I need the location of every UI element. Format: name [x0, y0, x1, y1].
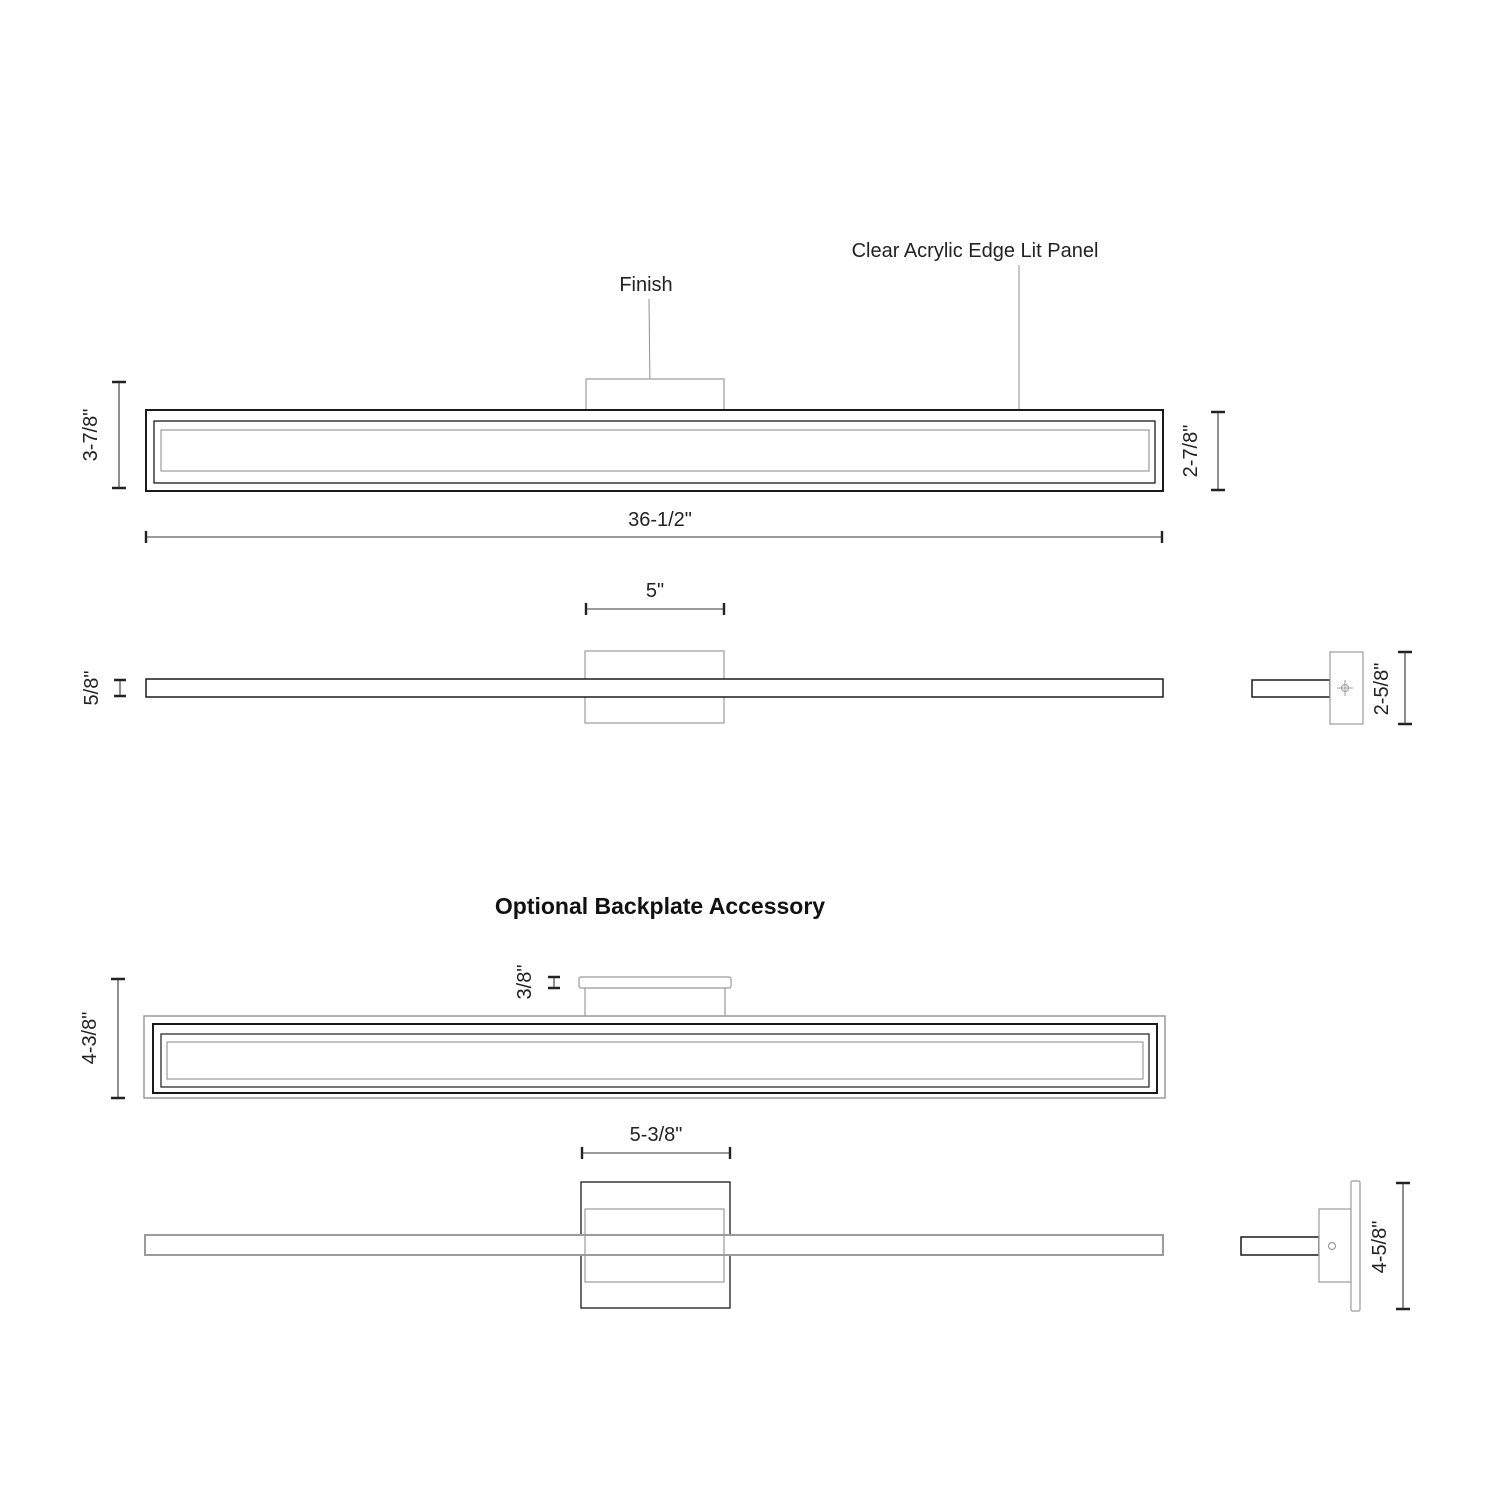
- mounting-canopy: [586, 379, 724, 412]
- backplate-front-view: [79, 965, 1165, 1098]
- bp-side-plate: [1351, 1181, 1360, 1311]
- backplate-section-title: Optional Backplate Accessory: [494, 893, 826, 919]
- side-bar: [1252, 680, 1330, 697]
- bp-side-bar: [1241, 1237, 1319, 1255]
- fixture-bar: [146, 679, 1163, 697]
- dim-body-height: [1180, 412, 1225, 490]
- dim-canopy-height: [1371, 652, 1412, 724]
- fixture-frame-outer: [146, 410, 1163, 491]
- bp-canopy-slab: [579, 977, 731, 988]
- backplate-side-view: [1241, 1181, 1410, 1311]
- dim-backplate-width-text: 5-3/8": [629, 1124, 683, 1146]
- dim-bp-overall-height: [79, 979, 125, 1098]
- finish-label: Finish: [619, 274, 673, 296]
- dim-canopy-width-text: 5": [645, 580, 665, 602]
- dim-overall-width-text: 36-1/2": [628, 509, 692, 531]
- dim-backplate-reveal-text: 3/8": [514, 964, 536, 1000]
- acrylic-label: Clear Acrylic Edge Lit Panel: [851, 240, 1099, 262]
- dim-bp-side-height: [1369, 1183, 1410, 1309]
- backplate-top-view: [145, 1124, 1163, 1308]
- side-view: [1252, 652, 1412, 724]
- finish-leader-line: [649, 299, 650, 389]
- dim-bar-thickness: [81, 671, 126, 706]
- dim-bp-overall-height-text: 4-3/8": [79, 1011, 101, 1065]
- bp-fixture-bar: [145, 1235, 1163, 1255]
- bp-canopy-stem: [585, 988, 725, 1017]
- dim-backplate-width: [582, 1124, 730, 1159]
- dim-bp-side-height-text: 4-5/8": [1369, 1220, 1391, 1274]
- dim-backplate-reveal: [514, 965, 560, 1000]
- dim-overall-height: [80, 382, 126, 488]
- front-view: [80, 240, 1225, 543]
- dim-bar-thickness-text: 5/8": [81, 670, 103, 706]
- dim-body-height-text: 2-7/8": [1180, 424, 1202, 478]
- dim-canopy-height-text: 2-5/8": [1371, 662, 1393, 716]
- top-view: [81, 580, 1412, 724]
- dim-overall-width: [146, 509, 1162, 543]
- dim-canopy-width: [586, 580, 724, 615]
- dim-overall-height-text: 3-7/8": [80, 408, 102, 462]
